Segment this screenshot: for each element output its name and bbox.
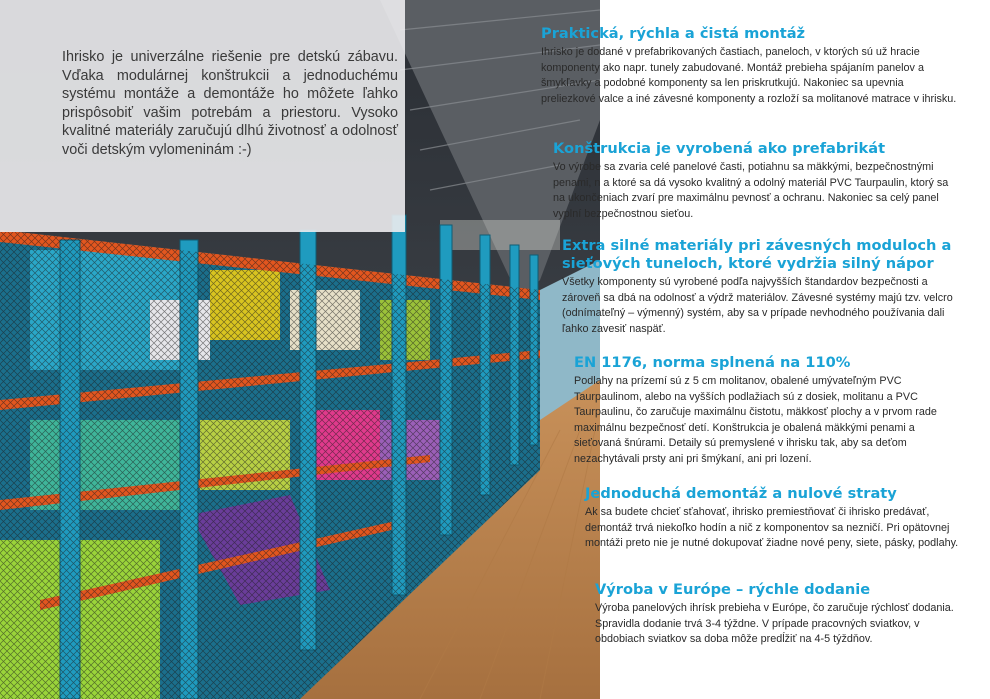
section-materials <box>562 237 962 337</box>
section-title: Extra silné materiály pri závesných moduloch a sieťových tuneloch, ktoré vydržia silný nápor <box>562 237 952 272</box>
section-dismantling <box>585 485 965 552</box>
section-production <box>595 581 965 648</box>
section-assembly <box>541 25 961 107</box>
section-body: Výroba panelových ihrísk prebieha v Európe, čo zaručuje rýchlosť dodania. Spravidla dodanie trvá 3-4 týždne. V prípade pracovných sviatkov, v obdobiach sviatkov sa doba môže predĺžiť na 4-5 týždňov. <box>595 602 954 646</box>
section-title: Výroba v Európe – rýchle dodanie <box>595 581 871 598</box>
section-body: Ihrisko je dodané v prefabrikovaných častiach, paneloch, v ktorých sú už hracie komponenty ako napr. tunely zabudované. Montáž prebieha spájaním panelov a šmykľavky a podobné komponenty sa len priskrutkujú. Nakoniec sa upevnia preliezkové valce a iné závesné komponenty a rozloží sa molitanové matrace v ihrisku. <box>541 46 957 105</box>
section-title: Konštrukcia je vyrobená ako prefabrikát <box>553 140 886 157</box>
section-title: Jednoduchá demontáž a nulové straty <box>585 485 897 502</box>
intro-text: Ihrisko je univerzálne riešenie pre detskú zábavu. Vďaka modulárnej konštrukcii a jednoduchému systému montáže a demontáže ho môžete ľahko prispôsobiť vašim potrebám a priestoru. Vysoko kvalitné materiály zaručujú dlhú životnosť a odolnosť voči detským vylomeninám :-) <box>62 49 398 158</box>
section-construction <box>553 140 961 222</box>
section-body: Podlahy na prízemí sú z 5 cm molitanov, obalené umývateľným PVC Taurpaulinom, alebo na vyšších podlažiach sú z dosiek, molitanu a PVC Taurpaulinu, čo zaručuje maximálnu čistotu, mäkkosť plochy a v prvom rade maximálnu bezpečnosť detí. Konštrukcia je obalená mäkkými penami a sieťovaná šnúrami. Detaily sú premyslené v ihrisku tak, aby sa deťom nezachytávali prsty ani pri šmýkaní, ani pri lození. <box>574 375 937 465</box>
section-body: Všetky komponenty sú vyrobené podľa najvyšších štandardov bezpečnosti a zároveň sa dbá na odolnosť a výdrž materiálov. Závesné systémy majú tzv. velcro (odnímateľný – výmenný) systém, aby sa v prípade nevhodného používania dali ľahko zavesiť naspäť. <box>562 276 953 335</box>
section-title: Praktická, rýchla a čistá montáž <box>541 25 806 42</box>
section-norm <box>574 354 964 468</box>
section-body: Ak sa budete chcieť sťahovať, ihrisko premiestňovať či ihrisko predávať, demontáž trvá niekoľko hodín a nič z komponentov sa nezničí. Pri opätovnej montáži preto nie je nutné dokupovať žiadne nové peny, siete, pásky, podlahy. <box>585 506 959 550</box>
section-body: Vo výrobe sa zvaria celé panelové časti, potiahnu sa mäkkými, bezpečnostnými penami, n a ktoré sa dá vysoko kvalitný a odolný materiál PVC Taurpaulin, ktorý sa na ukončeniach zvarí pre maximálnu pevnosť a ochranu. Nakoniec sa celý panel vyplní bezpečnostnou sieťou. <box>553 161 949 220</box>
section-title: EN 1176, norma splnená na 110% <box>574 354 851 371</box>
